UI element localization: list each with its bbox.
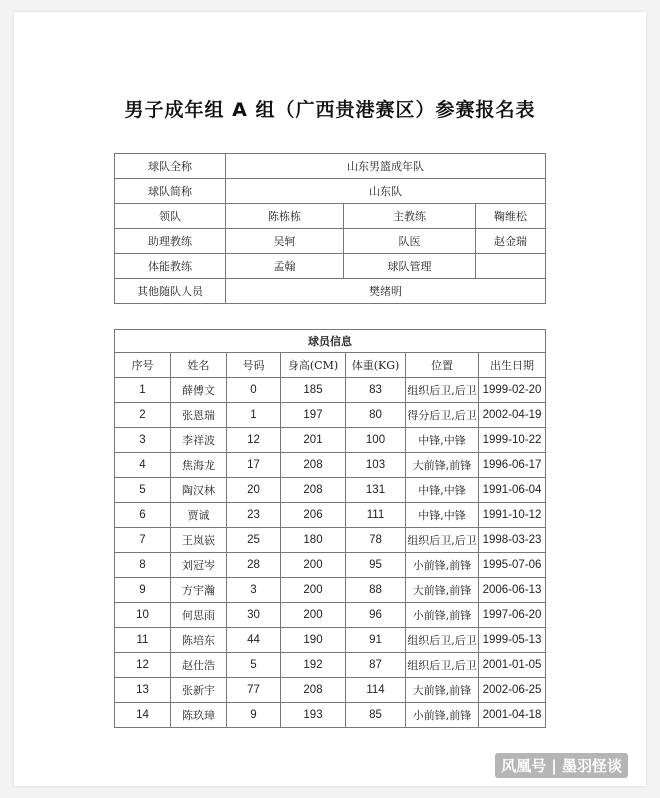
leader-label: 领队 xyxy=(115,204,226,229)
player-height: 192 xyxy=(281,653,346,678)
doctor-label: 队医 xyxy=(344,229,476,254)
player-birth-date: 2002-06-25 xyxy=(479,678,546,703)
player-height: 200 xyxy=(281,578,346,603)
player-birth-date: 1999-02-20 xyxy=(479,378,546,403)
player-index: 14 xyxy=(115,703,171,728)
table-row xyxy=(115,478,546,503)
watermark: 风凰号 | 墨羽怪谈 xyxy=(495,753,628,778)
roster-header-row xyxy=(115,353,546,378)
player-index: 11 xyxy=(115,628,171,653)
player-weight: 88 xyxy=(346,578,406,603)
player-number: 77 xyxy=(227,678,281,703)
player-name: 赵仕浩 xyxy=(171,653,227,678)
player-position: 组织后卫,后卫 xyxy=(406,628,479,653)
player-number: 44 xyxy=(227,628,281,653)
player-weight: 87 xyxy=(346,653,406,678)
player-number: 12 xyxy=(227,428,281,453)
player-index: 9 xyxy=(115,578,171,603)
fitness-coach-value: 孟翰 xyxy=(226,254,344,279)
team-short-name-row xyxy=(115,179,546,204)
fitness-coach-label: 体能教练 xyxy=(115,254,226,279)
player-birth-date: 2001-01-05 xyxy=(479,653,546,678)
player-position: 组织后卫,后卫 xyxy=(406,378,479,403)
roster-table xyxy=(114,329,546,728)
player-index: 5 xyxy=(115,478,171,503)
player-birth-date: 1999-05-13 xyxy=(479,628,546,653)
player-birth-date: 1996-06-17 xyxy=(479,453,546,478)
player-height: 200 xyxy=(281,553,346,578)
assistant-coach-value: 吴轲 xyxy=(226,229,344,254)
player-name: 贾诚 xyxy=(171,503,227,528)
other-staff-label: 其他随队人员 xyxy=(115,279,226,304)
player-position: 小前锋,前锋 xyxy=(406,603,479,628)
player-weight: 85 xyxy=(346,703,406,728)
player-weight: 114 xyxy=(346,678,406,703)
player-number: 23 xyxy=(227,503,281,528)
player-name: 陶汉林 xyxy=(171,478,227,503)
player-index: 6 xyxy=(115,503,171,528)
table-row xyxy=(115,528,546,553)
head-coach-value: 鞠维松 xyxy=(476,204,546,229)
roster-header-cell: 姓名 xyxy=(171,353,227,378)
player-weight: 83 xyxy=(346,378,406,403)
team-short-name-value: 山东队 xyxy=(226,179,546,204)
player-number: 1 xyxy=(227,403,281,428)
player-weight: 100 xyxy=(346,428,406,453)
player-height: 193 xyxy=(281,703,346,728)
table-row xyxy=(115,428,546,453)
table-row xyxy=(115,503,546,528)
player-position: 小前锋,前锋 xyxy=(406,553,479,578)
assistant-coach-label: 助理教练 xyxy=(115,229,226,254)
player-number: 28 xyxy=(227,553,281,578)
fitness-row xyxy=(115,254,546,279)
player-birth-date: 2001-04-18 xyxy=(479,703,546,728)
player-position: 中锋,中锋 xyxy=(406,478,479,503)
player-weight: 111 xyxy=(346,503,406,528)
player-weight: 80 xyxy=(346,403,406,428)
player-height: 197 xyxy=(281,403,346,428)
player-birth-date: 2002-04-19 xyxy=(479,403,546,428)
player-position: 大前锋,前锋 xyxy=(406,678,479,703)
player-height: 208 xyxy=(281,678,346,703)
document-page xyxy=(14,12,646,786)
player-weight: 131 xyxy=(346,478,406,503)
roster-section-row xyxy=(115,330,546,353)
player-birth-date: 1991-10-12 xyxy=(479,503,546,528)
player-name: 薛傅文 xyxy=(171,378,227,403)
player-position: 大前锋,前锋 xyxy=(406,453,479,478)
player-weight: 103 xyxy=(346,453,406,478)
head-coach-label: 主教练 xyxy=(344,204,476,229)
player-name: 李祥波 xyxy=(171,428,227,453)
player-position: 大前锋,前锋 xyxy=(406,578,479,603)
player-position: 组织后卫,后卫 xyxy=(406,528,479,553)
player-number: 17 xyxy=(227,453,281,478)
assistant-row xyxy=(115,229,546,254)
player-height: 208 xyxy=(281,453,346,478)
roster-header-cell: 出生日期 xyxy=(479,353,546,378)
player-name: 刘冠岑 xyxy=(171,553,227,578)
player-position: 得分后卫,后卫 xyxy=(406,403,479,428)
roster-header-cell: 序号 xyxy=(115,353,171,378)
table-row xyxy=(115,453,546,478)
player-height: 200 xyxy=(281,603,346,628)
table-row xyxy=(115,653,546,678)
player-name: 张恩瑞 xyxy=(171,403,227,428)
player-name: 焦海龙 xyxy=(171,453,227,478)
table-row xyxy=(115,603,546,628)
team-info-table xyxy=(114,153,546,304)
player-number: 5 xyxy=(227,653,281,678)
player-position: 组织后卫,后卫 xyxy=(406,653,479,678)
player-number: 30 xyxy=(227,603,281,628)
player-name: 陈培东 xyxy=(171,628,227,653)
manager-label: 球队管理 xyxy=(344,254,476,279)
roster-header-cell: 体重(KG) xyxy=(346,353,406,378)
team-short-name-label: 球队简称 xyxy=(115,179,226,204)
player-number: 20 xyxy=(227,478,281,503)
player-number: 9 xyxy=(227,703,281,728)
leader-value: 陈栋栋 xyxy=(226,204,344,229)
player-height: 190 xyxy=(281,628,346,653)
player-position: 小前锋,前锋 xyxy=(406,703,479,728)
player-name: 何思雨 xyxy=(171,603,227,628)
player-height: 206 xyxy=(281,503,346,528)
player-weight: 95 xyxy=(346,553,406,578)
player-weight: 91 xyxy=(346,628,406,653)
player-index: 1 xyxy=(115,378,171,403)
leader-row xyxy=(115,204,546,229)
player-weight: 96 xyxy=(346,603,406,628)
player-name: 王岚嵚 xyxy=(171,528,227,553)
player-birth-date: 1998-03-23 xyxy=(479,528,546,553)
player-birth-date: 1991-06-04 xyxy=(479,478,546,503)
table-row xyxy=(115,703,546,728)
roster-section-title: 球员信息 xyxy=(115,330,546,353)
roster-header-cell: 身高(CM) xyxy=(281,353,346,378)
player-index: 8 xyxy=(115,553,171,578)
player-index: 2 xyxy=(115,403,171,428)
player-index: 12 xyxy=(115,653,171,678)
player-height: 185 xyxy=(281,378,346,403)
player-weight: 78 xyxy=(346,528,406,553)
manager-value xyxy=(476,254,546,279)
table-row xyxy=(115,628,546,653)
player-index: 3 xyxy=(115,428,171,453)
player-index: 10 xyxy=(115,603,171,628)
team-full-name-value: 山东男篮成年队 xyxy=(226,154,546,179)
table-row xyxy=(115,578,546,603)
player-birth-date: 1997-06-20 xyxy=(479,603,546,628)
player-position: 中锋,中锋 xyxy=(406,428,479,453)
other-staff-row xyxy=(115,279,546,304)
player-name: 陈玖璋 xyxy=(171,703,227,728)
team-full-name-row xyxy=(115,154,546,179)
player-name: 张新宇 xyxy=(171,678,227,703)
table-row xyxy=(115,553,546,578)
table-row xyxy=(115,378,546,403)
player-height: 180 xyxy=(281,528,346,553)
player-index: 13 xyxy=(115,678,171,703)
player-number: 0 xyxy=(227,378,281,403)
player-index: 4 xyxy=(115,453,171,478)
roster-header-cell: 号码 xyxy=(227,353,281,378)
table-row xyxy=(115,678,546,703)
player-height: 208 xyxy=(281,478,346,503)
player-position: 中锋,中锋 xyxy=(406,503,479,528)
player-index: 7 xyxy=(115,528,171,553)
roster-header-cell: 位置 xyxy=(406,353,479,378)
player-birth-date: 1999-10-22 xyxy=(479,428,546,453)
table-row xyxy=(115,403,546,428)
player-height: 201 xyxy=(281,428,346,453)
player-number: 3 xyxy=(227,578,281,603)
player-number: 25 xyxy=(227,528,281,553)
team-full-name-label: 球队全称 xyxy=(115,154,226,179)
page-title: 男子成年组 A 组（广西贵港赛区）参赛报名表 xyxy=(124,99,536,121)
player-birth-date: 2006-06-13 xyxy=(479,578,546,603)
doctor-value: 赵金瑞 xyxy=(476,229,546,254)
other-staff-value: 樊绪明 xyxy=(226,279,546,304)
player-birth-date: 1995-07-06 xyxy=(479,553,546,578)
player-name: 方宇瀚 xyxy=(171,578,227,603)
